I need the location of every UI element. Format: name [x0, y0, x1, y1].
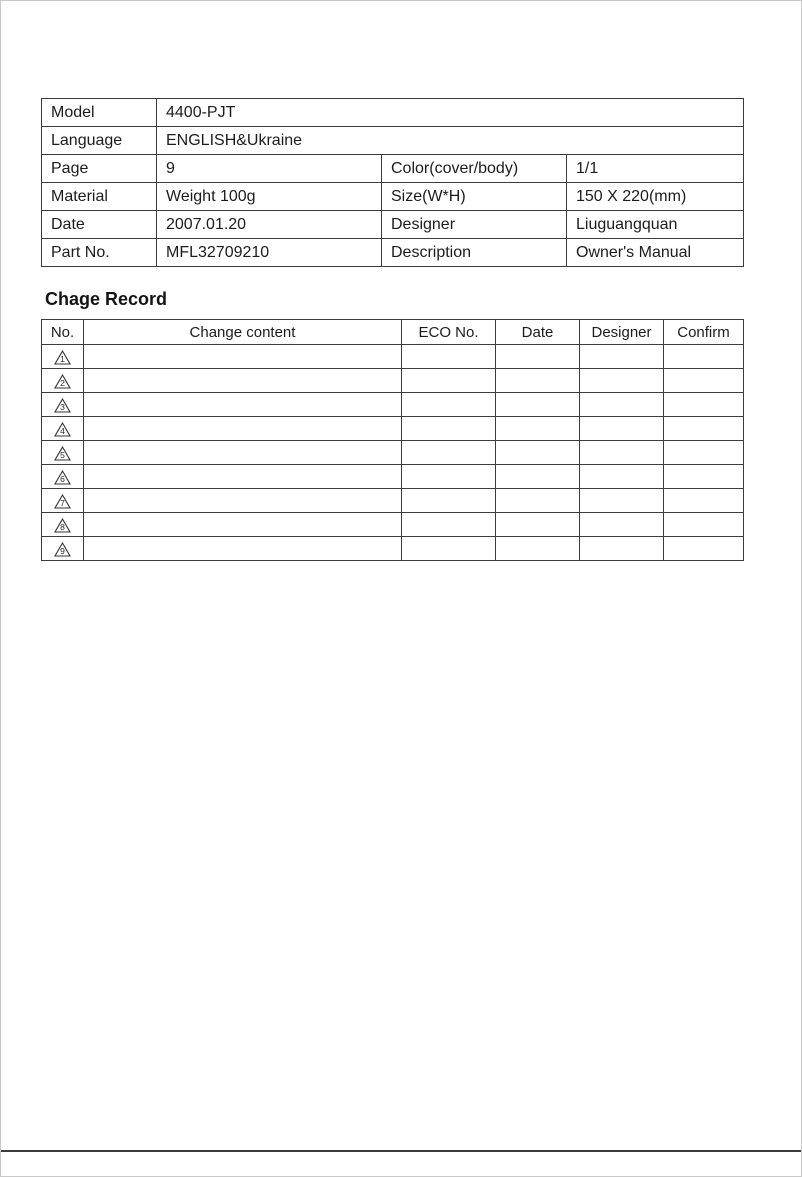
- revision-triangle-icon: [54, 398, 71, 413]
- record-cell-confirm: [664, 513, 744, 537]
- revision-mark-cell: [42, 417, 84, 441]
- record-cell-date: [496, 489, 580, 513]
- record-row: [42, 441, 744, 465]
- record-header-date: Date: [496, 320, 580, 345]
- spec-label: Model: [42, 99, 157, 127]
- record-cell-designer: [580, 537, 664, 561]
- record-cell-confirm: [664, 441, 744, 465]
- spec-table: [41, 98, 744, 267]
- revision-mark-cell: [42, 465, 84, 489]
- record-cell-confirm: [664, 417, 744, 441]
- record-cell-date: [496, 441, 580, 465]
- record-cell-designer: [580, 489, 664, 513]
- spec-label: Part No.: [42, 239, 157, 267]
- record-cell-confirm: [664, 345, 744, 369]
- record-cell-designer: [580, 417, 664, 441]
- record-cell-eco: [402, 369, 496, 393]
- record-row: [42, 345, 744, 369]
- record-row: [42, 513, 744, 537]
- record-cell-content: [84, 465, 402, 489]
- revision-triangle-icon: [54, 494, 71, 509]
- record-cell-designer: [580, 345, 664, 369]
- spec-value: Owner's Manual: [567, 239, 744, 267]
- record-header-row: [42, 320, 744, 345]
- spec-value: MFL32709210: [157, 239, 382, 267]
- svg-text:4: 4: [60, 426, 65, 437]
- spec-row-partno: [42, 239, 744, 267]
- spec-label: Color(cover/body): [382, 155, 567, 183]
- record-header-content: Change content: [84, 320, 402, 345]
- revision-mark-cell: [42, 537, 84, 561]
- record-row: [42, 489, 744, 513]
- spec-row-material: [42, 183, 744, 211]
- spec-value: 1/1: [567, 155, 744, 183]
- revision-mark-cell: [42, 369, 84, 393]
- record-cell-date: [496, 345, 580, 369]
- spec-value: Weight 100g: [157, 183, 382, 211]
- svg-text:7: 7: [60, 498, 65, 509]
- spec-row-date: [42, 211, 744, 239]
- record-row: [42, 393, 744, 417]
- revision-triangle-icon: [54, 350, 71, 365]
- spec-label: Designer: [382, 211, 567, 239]
- record-cell-confirm: [664, 537, 744, 561]
- record-cell-eco: [402, 537, 496, 561]
- spec-label: Description: [382, 239, 567, 267]
- spec-value: 2007.01.20: [157, 211, 382, 239]
- spec-label: Size(W*H): [382, 183, 567, 211]
- revision-triangle-icon: [54, 542, 71, 557]
- change-record-table: [41, 319, 744, 561]
- svg-text:6: 6: [60, 474, 65, 485]
- record-header-designer: Designer: [580, 320, 664, 345]
- record-cell-content: [84, 489, 402, 513]
- page-bottom-rule: [1, 1150, 801, 1152]
- record-row: [42, 369, 744, 393]
- revision-mark-cell: [42, 489, 84, 513]
- revision-mark-cell: [42, 441, 84, 465]
- revision-triangle-icon: [54, 518, 71, 533]
- svg-text:2: 2: [60, 378, 65, 389]
- record-cell-eco: [402, 417, 496, 441]
- record-cell-confirm: [664, 369, 744, 393]
- revision-triangle-icon: [54, 422, 71, 437]
- record-cell-designer: [580, 441, 664, 465]
- svg-text:3: 3: [60, 402, 65, 413]
- record-cell-date: [496, 537, 580, 561]
- spec-label: Date: [42, 211, 157, 239]
- spec-value: 4400-PJT: [157, 99, 744, 127]
- revision-triangle-icon: [54, 446, 71, 461]
- spec-label: Page: [42, 155, 157, 183]
- record-header-confirm: Confirm: [664, 320, 744, 345]
- revision-mark-cell: [42, 393, 84, 417]
- revision-triangle-icon: [54, 470, 71, 485]
- record-cell-eco: [402, 441, 496, 465]
- record-cell-confirm: [664, 465, 744, 489]
- record-cell-content: [84, 537, 402, 561]
- record-cell-eco: [402, 345, 496, 369]
- record-cell-confirm: [664, 489, 744, 513]
- record-cell-content: [84, 345, 402, 369]
- record-cell-designer: [580, 369, 664, 393]
- record-cell-content: [84, 369, 402, 393]
- spec-value: 9: [157, 155, 382, 183]
- svg-text:9: 9: [60, 546, 65, 557]
- record-row: [42, 537, 744, 561]
- svg-text:8: 8: [60, 522, 65, 533]
- record-cell-confirm: [664, 393, 744, 417]
- record-cell-designer: [580, 393, 664, 417]
- svg-text:5: 5: [60, 450, 65, 461]
- record-cell-date: [496, 465, 580, 489]
- record-cell-eco: [402, 489, 496, 513]
- record-header-eco: ECO No.: [402, 320, 496, 345]
- record-row: [42, 465, 744, 489]
- record-cell-content: [84, 417, 402, 441]
- svg-text:1: 1: [60, 354, 65, 365]
- record-cell-eco: [402, 513, 496, 537]
- spec-label: Material: [42, 183, 157, 211]
- revision-mark-cell: [42, 345, 84, 369]
- spec-row-language: [42, 127, 744, 155]
- spec-value: Liuguangquan: [567, 211, 744, 239]
- record-cell-date: [496, 417, 580, 441]
- record-cell-date: [496, 513, 580, 537]
- record-cell-eco: [402, 393, 496, 417]
- record-cell-content: [84, 513, 402, 537]
- revision-mark-cell: [42, 513, 84, 537]
- record-cell-designer: [580, 465, 664, 489]
- record-row: [42, 417, 744, 441]
- spec-value: 150 X 220(mm): [567, 183, 744, 211]
- spec-row-page: [42, 155, 744, 183]
- spec-value: ENGLISH&Ukraine: [157, 127, 744, 155]
- record-header-no: No.: [42, 320, 84, 345]
- record-cell-date: [496, 369, 580, 393]
- record-cell-content: [84, 441, 402, 465]
- spec-row-model: [42, 99, 744, 127]
- record-cell-designer: [580, 513, 664, 537]
- record-cell-eco: [402, 465, 496, 489]
- spec-label: Language: [42, 127, 157, 155]
- change-record-title: Chage Record: [45, 289, 168, 309]
- record-cell-content: [84, 393, 402, 417]
- record-cell-date: [496, 393, 580, 417]
- revision-triangle-icon: [54, 374, 71, 389]
